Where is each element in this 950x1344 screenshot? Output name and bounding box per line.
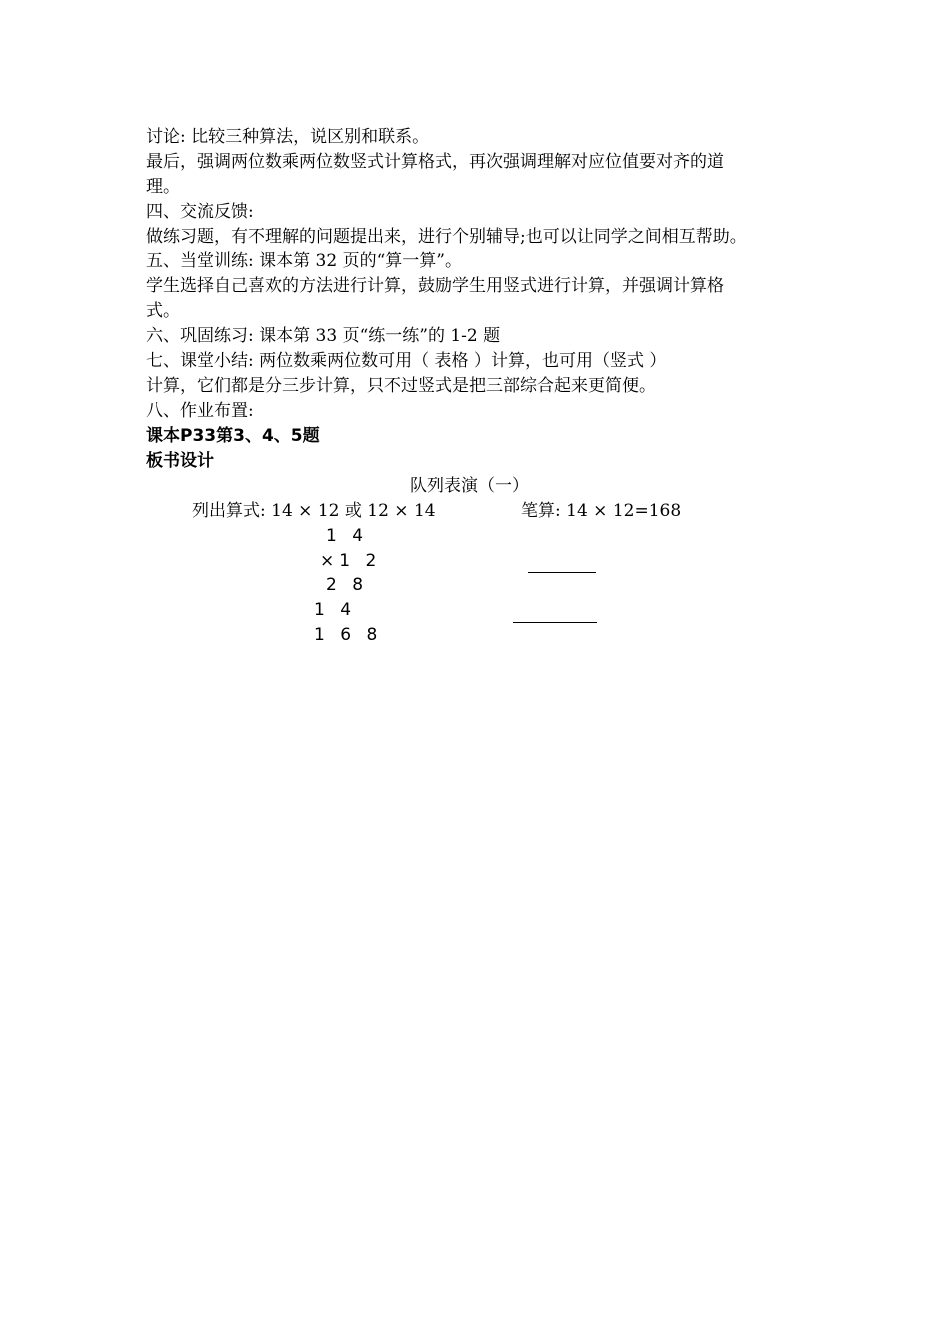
board-design-heading: 板书设计 (146, 451, 214, 471)
text-line: 讨论: 比较三种算法，说区别和联系。 (146, 127, 430, 147)
board-written-calc: 笔算: 14 × 12=168 (521, 501, 682, 521)
vertical-calc-row: 2 8 (326, 575, 369, 595)
board-title: 队列表演（一） (410, 476, 529, 496)
section-heading: 八、作业布置: (146, 401, 254, 421)
vertical-calc-row: ×1 2 (320, 551, 382, 571)
underline-rule (513, 622, 597, 623)
text-line: 计算，它们都是分三步计算，只不过竖式是把三部综合起来更简便。 (146, 376, 656, 396)
text-line: 理。 (146, 177, 180, 197)
section-heading: 四、交流反馈: (146, 202, 254, 222)
text-line: 式。 (146, 301, 180, 321)
text-line: 最后，强调两位数乘两位数竖式计算格式，再次强调理解对应位值要对齐的道 (146, 152, 724, 172)
vertical-calc-row: 1 4 (314, 600, 357, 620)
text-line: 做练习题，有不理解的问题提出来，进行个别辅导;也可以让同学之间相互帮助。 (146, 227, 747, 247)
homework-line: 课本P33第3、4、5题 (146, 426, 320, 446)
section-heading: 七、课堂小结: 两位数乘两位数可用（ 表格 ）计算，也可用（竖式 ） (146, 351, 667, 371)
board-expression: 列出算式: 14 × 12 或 12 × 14 (192, 501, 436, 521)
underline-rule (528, 572, 596, 573)
text-line: 学生选择自己喜欢的方法进行计算，鼓励学生用竖式进行计算，并强调计算格 (146, 276, 724, 296)
vertical-calc-row: 1 6 8 (314, 625, 383, 645)
vertical-calc-row: 1 4 (326, 526, 369, 546)
section-heading: 六、巩固练习: 课本第 33 页“练一练”的 1-2 题 (146, 326, 501, 346)
section-heading: 五、当堂训练: 课本第 32 页的“算一算”。 (146, 251, 462, 271)
